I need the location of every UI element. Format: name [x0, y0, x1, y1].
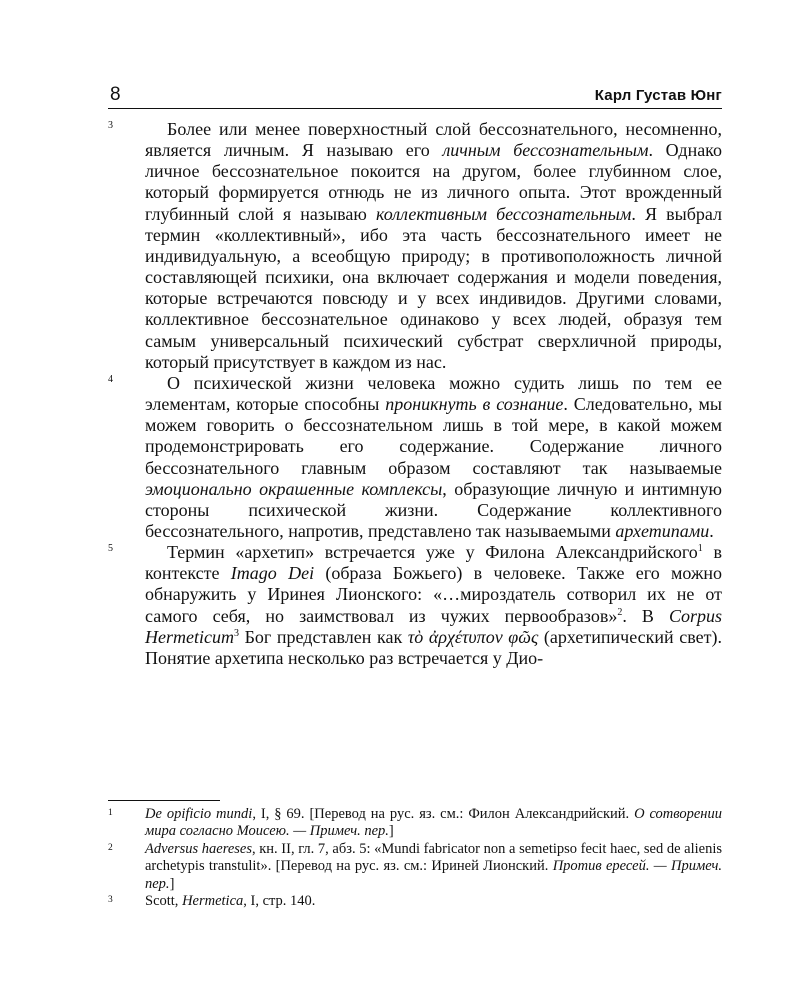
- paragraph-number: 3: [108, 120, 113, 131]
- italic-term: эмоционально окрашенные комплексы: [145, 478, 443, 499]
- text-run: .: [709, 520, 714, 541]
- text-run: . В: [622, 605, 669, 626]
- footnote-ref-3[interactable]: 3: [233, 627, 239, 639]
- footnote-2: [108, 840, 722, 893]
- italic-term: коллективным бессознательным: [375, 203, 632, 224]
- paragraph-number: 4: [108, 373, 113, 385]
- text-run: О психической жизни человека можно судить лишь по тем ее элементам, которые способны: [145, 372, 722, 415]
- footnote-rule: [108, 800, 220, 801]
- paragraph-number: 5: [108, 543, 113, 555]
- text-run: Scott,: [145, 893, 183, 910]
- text-run: , I, § 69. [Перевод на рус. яз. см.: Филон Александрийский.: [252, 806, 635, 822]
- italic-term: Imago Dei: [230, 563, 315, 584]
- italic-term: Corpus Hermeticum: [145, 605, 722, 647]
- text-run: , образующие личную и интимную стороны психической жизни. Содержание коллективного бессознательного, напротив, представлено так называемыми: [145, 478, 722, 541]
- footnote-ref-1[interactable]: 1: [697, 543, 703, 555]
- text-run: (образа Божьего) в человеке. Также его можно обнаружить у Иринея Лионского: «…мироздатель сотворил их не от самого себя, но заимствовал из чужих первообразов»: [145, 563, 723, 626]
- text-run: Более или менее поверхностный слой бессознательного, несомненно, является личным. Я называю его: [145, 119, 722, 161]
- footnote-1: [108, 806, 722, 841]
- footnote-number: 3: [108, 895, 113, 906]
- page-number: 8: [110, 84, 121, 105]
- text-run: . Однако личное бессознательное покоится на другом, более глубинном слое, который формируется отнюдь не из личного опыта. Этот врожденный глубинный слой я называю: [145, 140, 723, 224]
- footnote-number: 1: [108, 808, 113, 818]
- italic-title: Hermetica: [182, 893, 244, 910]
- footnote-number: 2: [108, 842, 113, 853]
- text-run: . Я выбрал термин «коллективный», ибо эта часть бессознательного имеет не индивидуальную, а всеобщую природу; в противоположность личной составляющей психики, она включает содержания и модели поведения, которые встречаются повсюду и у всех индивидов. Другими словами, коллективное бессознательное одинаково у всех людей, образуя тем самым универсальный психический субстрат сверхличной природы, который присутствует в каждом из нас.: [145, 203, 723, 372]
- text-run: (архетипический свет). Понятие архетипа несколько раз встречается у Дио-: [145, 626, 723, 668]
- greek-phrase: τὸ ἀρχέτυπον φῶς: [407, 626, 539, 647]
- italic-term: личным бессознательным: [442, 140, 649, 161]
- paragraph-4: [108, 372, 722, 542]
- text-run: Бог представлен как: [238, 626, 408, 647]
- running-header: [108, 84, 722, 108]
- paragraph-3: [108, 119, 723, 373]
- text-run: в контексте: [145, 542, 723, 584]
- text-run: ]: [388, 823, 394, 840]
- text-run: Термин «архетип» встречается уже у Филона Александрийского: [167, 542, 698, 563]
- text-run: . Следовательно, мы можем говорить о бессознательном лишь в той мере, в какой можем продемонстрировать его содержание. Содержание личного бессознательного главным образом составляют так называемые: [145, 394, 722, 478]
- paragraph-5: [108, 542, 723, 669]
- text-run: , I, стр. 140.: [243, 893, 316, 910]
- footnotes: [108, 806, 722, 910]
- italic-title: Adversus haereses: [145, 840, 252, 857]
- footnote-3: [108, 893, 722, 910]
- footnote-ref-2[interactable]: 2: [617, 606, 623, 618]
- italic-term: проникнуть в сознание: [385, 394, 564, 415]
- italic-title: De opificio mundi: [145, 806, 253, 822]
- main-text: [108, 119, 723, 669]
- italic-term: архетипами: [615, 520, 710, 541]
- text-run: , кн. II, гл. 7, абз. 5: «Mundi fabricator non a semetipso fecit haec, sed de alienis archetypis transtulit». [Перевод на рус. яз. см.: Ириней Лионский.: [145, 840, 722, 875]
- running-header-author: Карл Густав Юнг: [594, 87, 722, 104]
- italic-title: Против ересей. — Примеч. пер.: [145, 858, 722, 892]
- header-rule: [108, 108, 722, 109]
- text-run: ]: [169, 875, 175, 892]
- italic-title: О сотворении мира согласно Моисею. — Примеч. пер.: [145, 806, 722, 840]
